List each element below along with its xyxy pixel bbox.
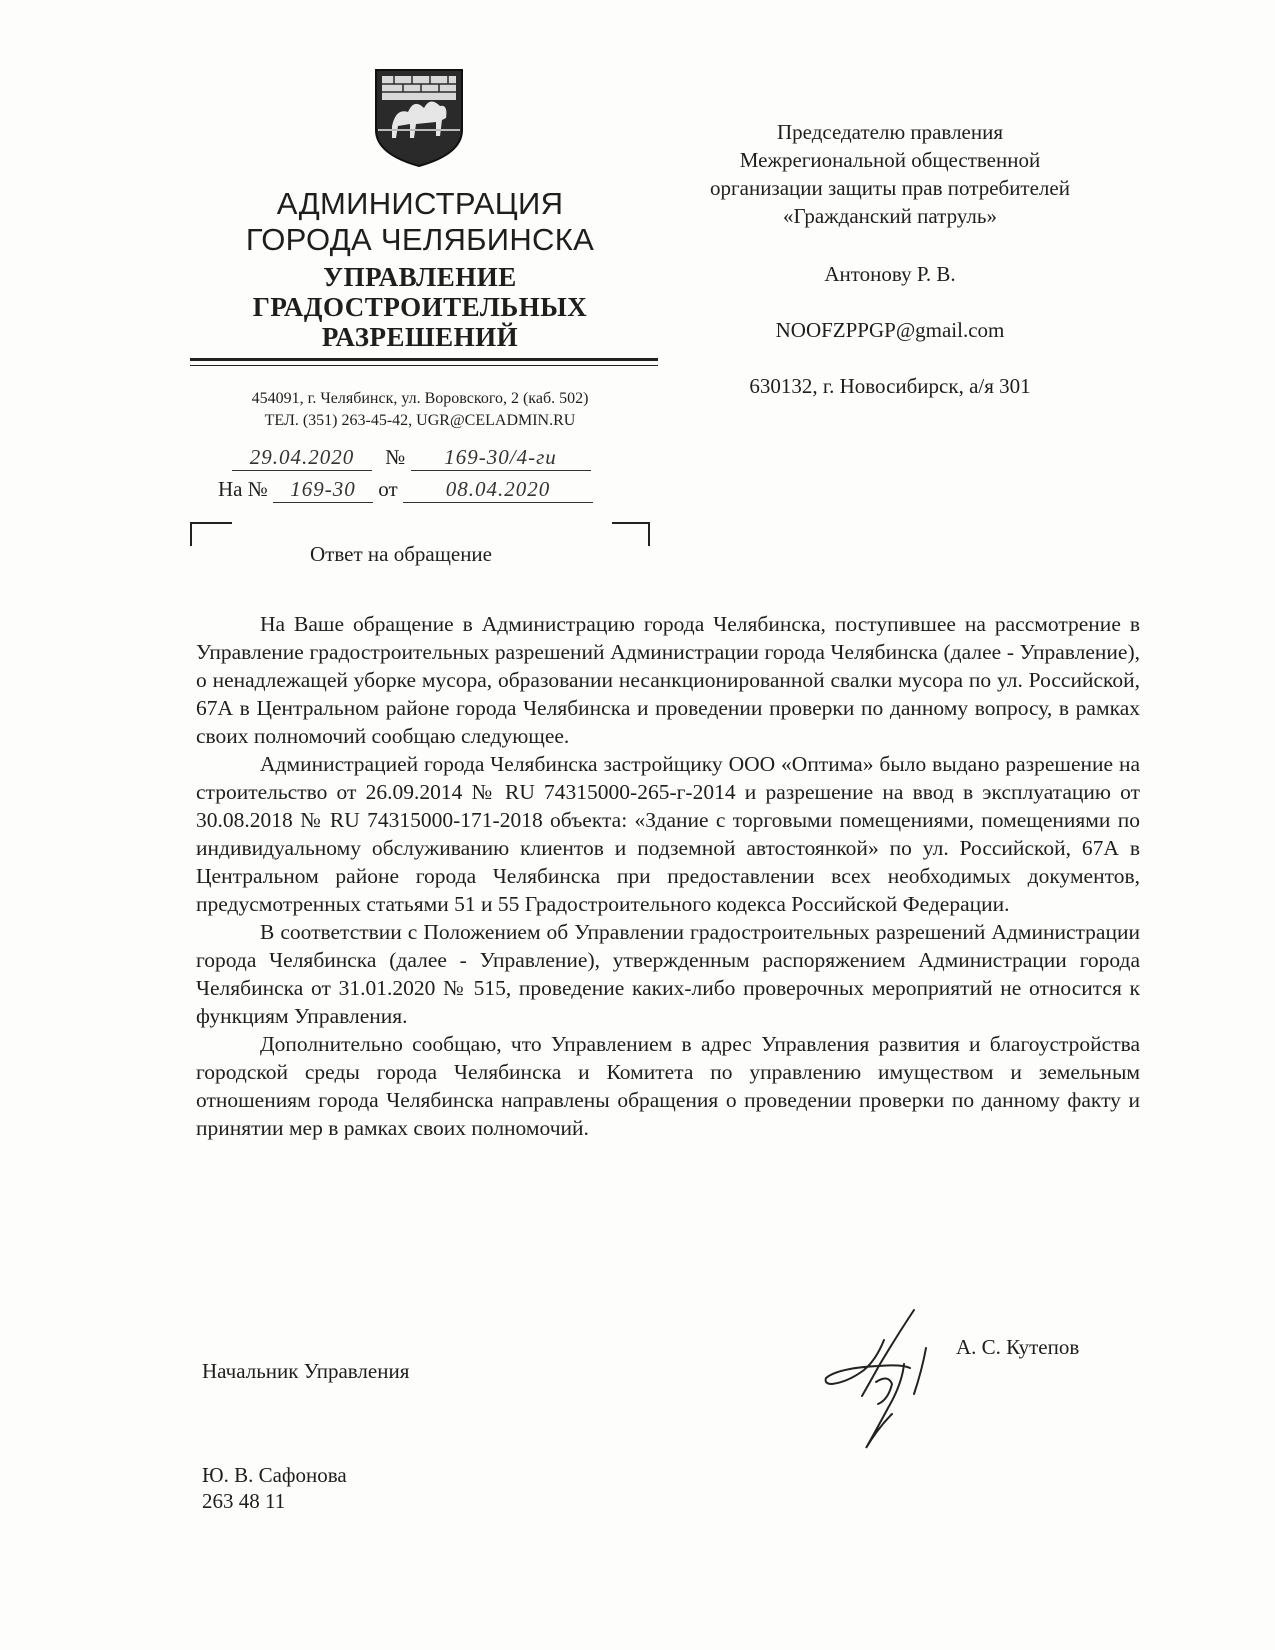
outgoing-number: 169-30/4-ги: [411, 444, 591, 471]
header-divider-thick: [190, 358, 658, 361]
reply-label: На №: [218, 477, 268, 501]
recipient-line2: Межрегиональной общественной: [739, 148, 1041, 172]
body-paragraph-2: Администрацией города Челябинска застройщику ООО «Оптима» было выдано разрешение на строительство от 26.09.2014 № RU 74315000-265-г-2014 и разрешение на ввод в эксплуатацию от 30.08.2018 № RU 74315000-171-2018 объекта: «Здание с торговыми помещениями, помещениями по индивидуальному обслуживанию клиентов и подземной автостоянкой» по ул. Российской, 67А в Центральном районе города Челябинска при предоставлении всех необходимых документов, предусмотренных статьями 51 и 55 Градостроительного кодекса Российской Федерации.: [196, 752, 1140, 916]
body-paragraph-3: В соответствии с Положением об Управлении градостроительных разрешений Администрации города Челябинска (далее - Управление), утвержденным распоряжением Администрации города Челябинска от 31.01.2020 № 515, проведение каких-либо проверочных мероприятий не относится к функциям Управления.: [196, 920, 1140, 1028]
outgoing-reference: [232, 444, 591, 471]
executor-name: Ю. В. Сафонова: [202, 1463, 347, 1487]
dept-title-line1: УПРАВЛЕНИЕ: [323, 262, 517, 292]
dept-title-line2: ГРАДОСТРОИТЕЛЬНЫХ: [252, 292, 588, 322]
letter-subject: Ответ на обращение: [310, 542, 492, 566]
reply-date: 08.04.2020: [403, 476, 593, 503]
subject-corner-right: [612, 522, 650, 546]
signatory-position: Начальник Управления: [202, 1359, 410, 1383]
recipient-postal: 630132, г. Новосибирск, а/я 301: [749, 374, 1031, 398]
executor-phone: 263 48 11: [202, 1489, 286, 1513]
subject-corner-left: [190, 522, 232, 546]
recipient-line3: организации защиты прав потребителей: [710, 176, 1070, 200]
org-phone-email: ТЕЛ. (351) 263-45-42, UGR@CELADMIN.RU: [264, 412, 576, 429]
body-paragraph-1: На Ваше обращение в Администрацию города Челябинска, поступившее на рассмотрение в Управление градостроительных разрешений Администрации города Челябинска (далее - Управление), о ненадлежащей уборке мусора, образовании несанкционированной свалки мусора по ул. Российской, 67А в Центральном районе города Челябинска и проведении проверки по данному вопросу, в рамках своих полномочий сообщаю следующее.: [196, 612, 1140, 748]
org-title-line1: АДМИНИСТРАЦИЯ: [276, 186, 564, 221]
from-label: от: [378, 477, 398, 501]
reply-number: 169-30: [273, 476, 373, 503]
letter-body: [196, 610, 1140, 1142]
recipient-email: NOOFZPPGP@gmail.com: [775, 318, 1005, 342]
number-label: №: [385, 445, 406, 469]
reply-reference: [218, 476, 593, 503]
recipient-line1: Председателю правления: [776, 120, 1004, 144]
org-address: 454091, г. Челябинск, ул. Воровского, 2 (каб. 502): [251, 390, 589, 407]
recipient-line4: «Гражданский патруль»: [783, 204, 997, 228]
org-title-line2: ГОРОДА ЧЕЛЯБИНСКА: [245, 222, 595, 257]
handwritten-signature-icon: [818, 1304, 948, 1454]
dept-title-line3: РАЗРЕШЕНИЙ: [321, 322, 519, 352]
outgoing-date: 29.04.2020: [232, 444, 372, 471]
recipient-name: Антонову Р. В.: [824, 262, 956, 286]
header-divider-thin: [190, 365, 658, 366]
body-paragraph-4: Дополнительно сообщаю, что Управлением в адрес Управления развития и благоустройства городской среды города Челябинска и Комитета по управлению имуществом и земельным отношениям города Челябинска направлены обращения о проведении проверки по данному факту и принятии мер в рамках своих полномочий.: [196, 1032, 1140, 1140]
signatory-name: А. С. Кутепов: [956, 1335, 1080, 1359]
coat-of-arms-icon: [374, 68, 464, 168]
